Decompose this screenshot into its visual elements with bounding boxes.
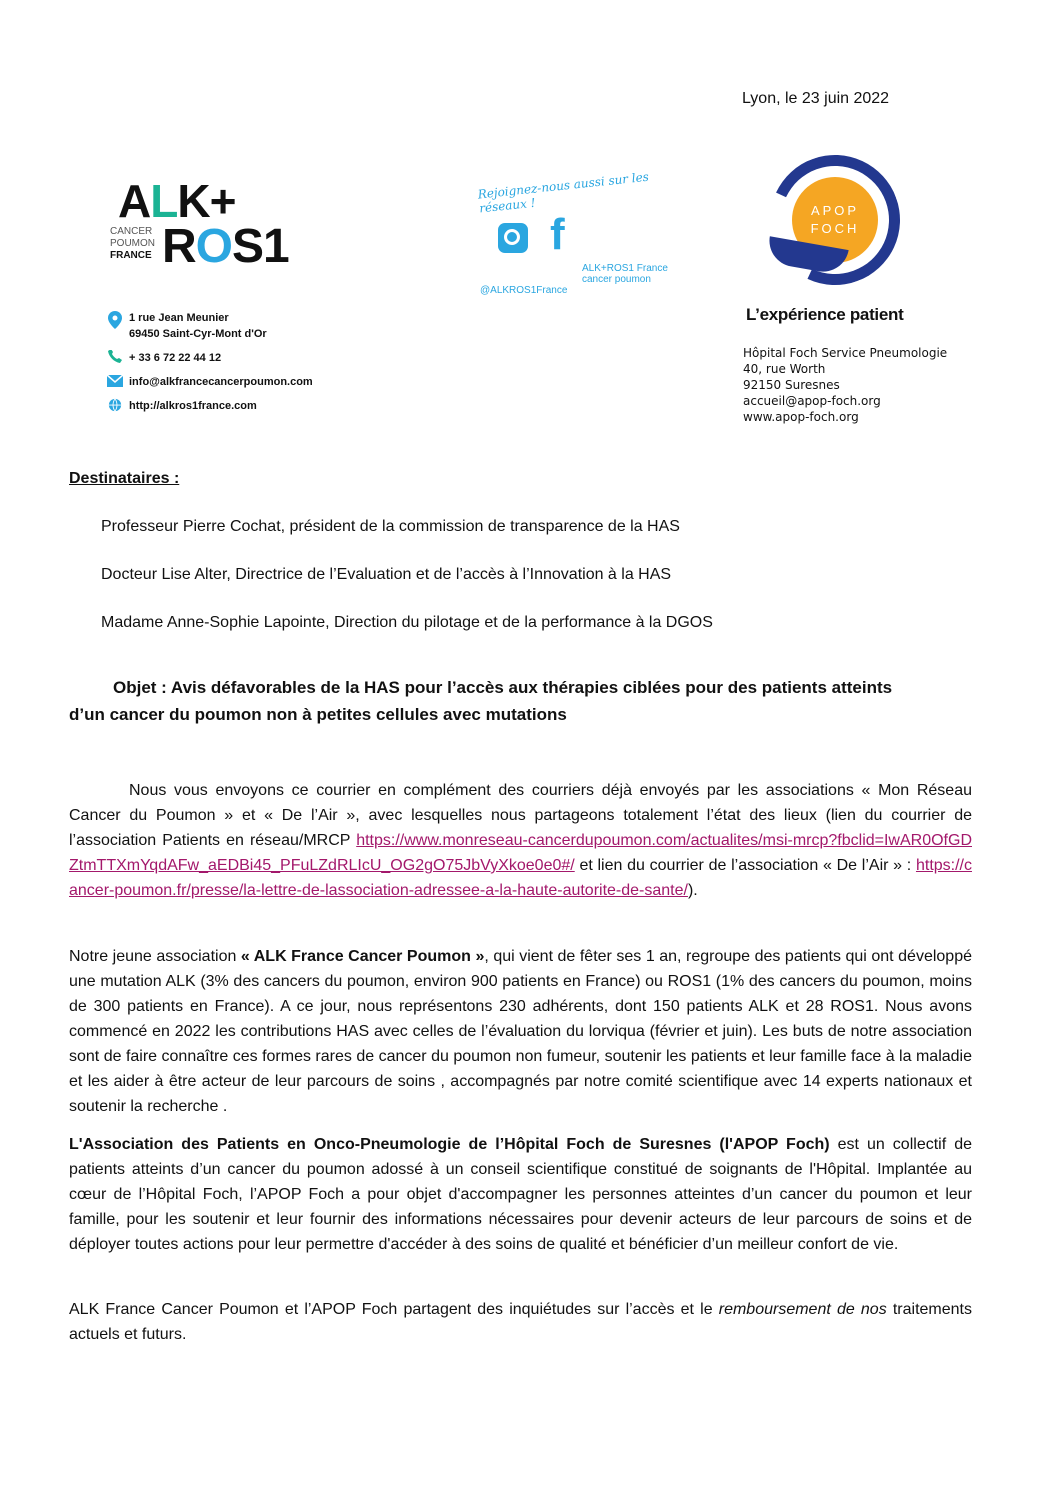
object-line-2: d’un cancer du poumon non à petites cellules avec mutations	[69, 705, 567, 724]
alk-logo-o: O	[195, 220, 233, 273]
paragraph-text: Nous vous envoyons ce courrier en complément des courriers déjà envoyés par les associations « Mon Réseau Cancer du Poumon » et « De l’Air », avec lesquelles nous partageons totalement l’état des lieux (lien du courrier de l’association Patients en réseau/MRCP	[69, 782, 972, 849]
apop-tagline: L’expérience patient	[746, 305, 904, 324]
alk-ros1-logo	[110, 175, 310, 278]
paragraph-apop-association	[69, 1132, 972, 1257]
paragraph-text: ALK France Cancer Poumon et l’APOP Foch partagent des inquiétudes sur l’accès et le	[69, 1301, 719, 1318]
letter-date: Lyon, le 23 juin 2022	[742, 90, 890, 107]
letter-object	[69, 674, 949, 728]
paragraph-text: traitements actuels et futurs.	[69, 1301, 972, 1343]
apop-website[interactable]: www.apop-foch.org	[743, 410, 859, 424]
alk-logo-a: A	[118, 175, 151, 227]
alk-logo-kplus: K+	[177, 175, 236, 227]
paragraph-shared-concerns	[69, 1297, 972, 1347]
recipients-list	[101, 518, 713, 662]
paragraph-italic: remboursement de nos	[718, 1301, 887, 1318]
apop-logo-line1: APOP	[810, 203, 860, 218]
alk-logo-top	[118, 175, 236, 227]
apop-address	[743, 345, 947, 425]
association-name: « ALK France Cancer Poumon »	[240, 948, 485, 965]
alk-logo-france: FRANCE	[110, 250, 152, 261]
apop-logo-line2: FOCH	[810, 221, 860, 236]
de-lair-letter-link[interactable]: https://cancer-poumon.fr/presse/la-lettre-de-lassociation-adressee-a-la-haute-autorite-de-sante/	[69, 857, 972, 899]
alk-logo-r: R	[162, 220, 196, 273]
apop-email[interactable]: accueil@apop-foch.org	[743, 394, 881, 408]
globe-icon	[106, 398, 124, 412]
recipients-title: Destinataires :	[69, 470, 180, 487]
alk-logo-l: L	[150, 175, 178, 227]
facebook-icon[interactable]: f	[550, 210, 565, 259]
paragraph-alk-association	[69, 944, 972, 1119]
social-tagline: Rejoignez-nous aussi sur les réseaux !	[477, 169, 650, 216]
alk-logo-poumon: POUMON	[110, 238, 155, 249]
association-name: L'Association des Patients en Onco-Pneumologie de l’Hôpital Foch de Suresnes (l'APOP Foch)	[69, 1136, 830, 1153]
instagram-handle: @ALKROS1France	[480, 285, 568, 296]
social-networks-block	[470, 169, 680, 300]
phone-icon	[106, 350, 124, 364]
website-link[interactable]: http://alkros1france.com	[129, 400, 257, 412]
mrcp-letter-link[interactable]: https://www.monreseau-cancerdupoumon.com/actualites/msi-mrcp?fbclid=IwAR0OfGDZtmTTXmYqdAFw_aEDBi45_PFuLZdRLIcU_OG2gO75JbVyXkoe0e0#/	[69, 832, 972, 874]
contact-email	[106, 374, 313, 390]
paragraph-text: Notre jeune association	[69, 948, 241, 965]
paragraph-text: est un collectif de patients atteints d’un cancer du poumon adossé à un conseil scientifique constitué de soignants de l'Hôpital. Implantée au cœur de l’Hôpital Foch, l’APOP Foch a pour objet d'accompagner les personnes atteintes d’un cancer du poumon et leur famille, pour les soutenir et leur fournir des informations nécessaires pour devenir acteurs de leur parcours de soins et de déployer toutes actions pour leur permettre d'accéder à des soins de qualité et bénéficier d’un meilleur confort de vie.	[69, 1136, 972, 1253]
object-line-1: Objet : Avis défavorables de la HAS pour l’accès aux thérapies ciblées pour des patients atteints	[113, 678, 893, 697]
alk-logo-cancer: CANCER	[110, 226, 153, 237]
instagram-icon[interactable]	[498, 223, 528, 253]
address-line-1: 1 rue Jean Meunier	[129, 312, 229, 324]
address-line-2: 69450 Saint-Cyr-Mont d'Or	[129, 328, 267, 340]
facebook-name: ALK+ROS1 France cancer poumon	[582, 263, 668, 285]
recipient-item: Docteur Lise Alter, Directrice de l’Evaluation et de l’accès à l’Innovation à la HAS	[101, 566, 672, 583]
apop-foch-logo	[765, 155, 915, 295]
contact-address	[106, 310, 313, 342]
recipient-item: Professeur Pierre Cochat, président de la commission de transparence de la HAS	[101, 518, 680, 535]
recipient-item: Madame Anne-Sophie Lapointe, Direction du pilotage et de la performance à la DGOS	[101, 614, 713, 631]
phone-number: + 33 6 72 22 44 12	[129, 352, 222, 364]
alk-logo-side	[110, 226, 155, 262]
alk-contacts	[106, 310, 313, 422]
email-address[interactable]: info@alkfrancecancerpoumon.com	[129, 376, 313, 388]
apop-address-line: 92150 Suresnes	[743, 378, 840, 392]
alk-logo-s1: S1	[232, 220, 289, 273]
contact-phone	[106, 350, 313, 366]
paragraph-text: , qui vient de fêter ses 1 an, regroupe des patients qui ont développé une mutation ALK (3% des cancers du poumon, environ 900 patients en France) ou ROS1 (1% des cancers du poumon, moins de 300 patients en France). A ce jour, nous représentons 230 adhérents, dont 150 patients ALK et 28 ROS1. Nous avons commencé en 2022 les contributions HAS avec celles de l’évaluation du lorviqua (février et juin). Les buts de notre association sont de faire connaître ces formes rares de cancer du poumon non fumeur, soutenir les patients et leur famille face à la maladie et les aider à être acteur de leur parcours de soins , accompagnés par notre comité scientifique avec 14 experts nationaux et soutenir la recherche .	[69, 948, 972, 1115]
contact-website	[106, 398, 313, 414]
paragraph-text: et lien du courrier de l’association « De l’Air » :	[574, 857, 916, 874]
email-icon	[106, 374, 124, 388]
apop-address-line: 40, rue Worth	[743, 362, 826, 376]
paragraph-intro	[69, 778, 972, 903]
location-pin-icon	[106, 310, 124, 330]
paragraph-text: ).	[687, 882, 698, 899]
alk-logo-ros1	[162, 222, 289, 272]
apop-address-line: Hôpital Foch Service Pneumologie	[743, 346, 948, 360]
